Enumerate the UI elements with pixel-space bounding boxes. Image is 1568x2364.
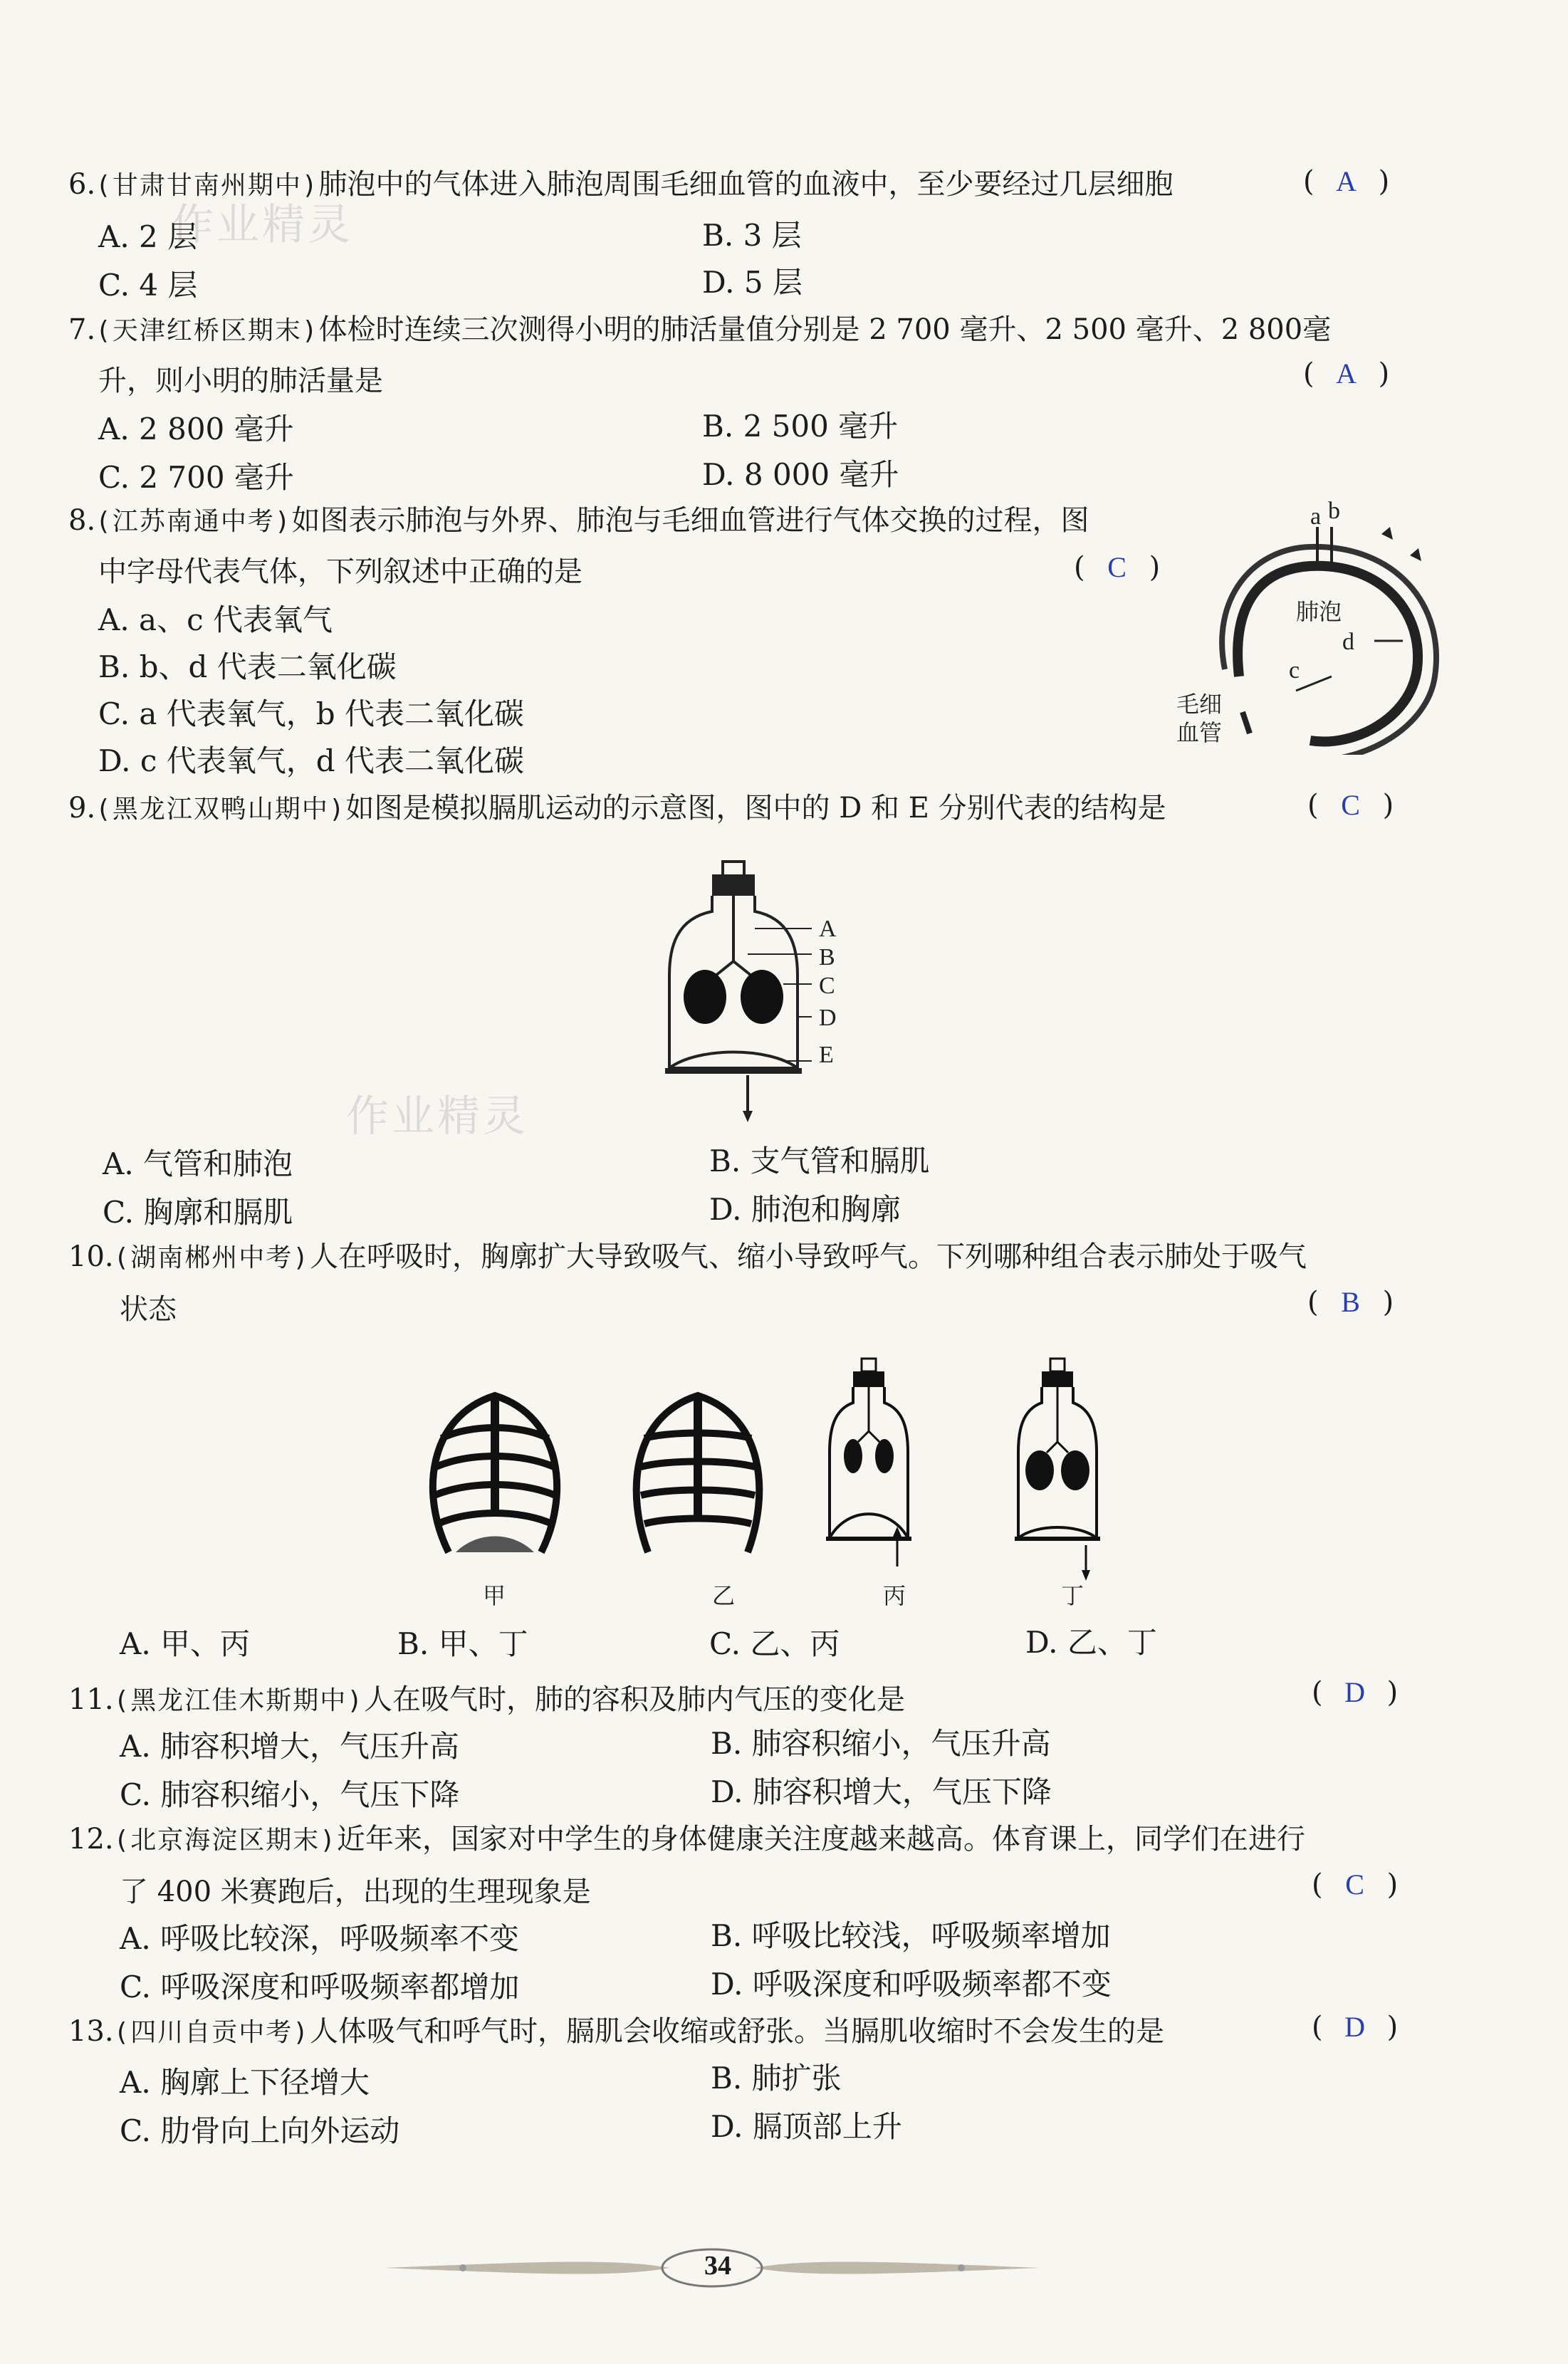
breathing-figure	[406, 1353, 1175, 1623]
q6-option-b: B. 3 层	[702, 218, 802, 253]
q12-option-a: A. 呼吸比较深，呼吸频率不变	[120, 1921, 520, 1956]
q9-option-c: C. 胸廓和膈肌	[103, 1195, 293, 1230]
bronchi	[716, 961, 751, 976]
q11-option-a: A. 肺容积增大，气压升高	[120, 1729, 460, 1764]
diaphragm-membrane	[669, 1052, 798, 1069]
question-6: 6.(甘肃甘南州期中)肺泡中的气体进入肺泡周围毛细血管的血液中，至少要经过几层细胞	[68, 168, 1174, 201]
jar-stopper	[712, 874, 755, 896]
answer-7: ( A )	[1303, 357, 1390, 390]
answer-9: ( C )	[1307, 789, 1394, 822]
q9-option-b: B. 支气管和膈肌	[709, 1144, 930, 1178]
q12-option-d: D. 呼吸深度和呼吸频率都不变	[711, 1967, 1112, 2002]
answer-10: ( B )	[1307, 1286, 1394, 1319]
ribcage-jia	[433, 1396, 557, 1552]
answer-12: ( C )	[1312, 1868, 1399, 1901]
arrow-head-2	[1410, 548, 1421, 561]
question-10-line2: 状态	[120, 1293, 177, 1326]
q6-option-a: A. 2 层	[98, 219, 198, 254]
q8-option-a: A. a、c 代表氧气	[98, 602, 333, 637]
q8-option-d: D. c 代表氧气，d 代表二氧化碳	[98, 743, 524, 778]
q9-option-a: A. 气管和肺泡	[103, 1146, 293, 1181]
q12-option-b: B. 呼吸比较浅，呼吸频率增加	[711, 1918, 1111, 1953]
label-c: c	[1289, 657, 1300, 684]
label-D: D	[819, 1005, 837, 1031]
q7-option-a: A. 2 800 毫升	[98, 412, 294, 446]
q13-option-b: B. 肺扩张	[711, 2061, 842, 2096]
q6-option-c: C. 4 层	[98, 268, 198, 303]
question-8-line2: 中字母代表气体，下列叙述中正确的是	[98, 555, 582, 588]
question-12: 12.(北京海淀区期末)近年来，国家对中学生的身体健康关注度越来越高。体育课上，同学们在进行	[68, 1823, 1305, 1856]
arrow-head-1	[1381, 527, 1393, 540]
label-bing: 丙	[883, 1582, 906, 1609]
bell-jar-bing	[826, 1359, 911, 1567]
q12-option-c: C. 呼吸深度和呼吸频率都增加	[120, 1970, 520, 2004]
answer-11: ( D )	[1312, 1676, 1399, 1709]
question-9: 9.(黑龙江双鸭山期中)如图是模拟膈肌运动的示意图，图中的 D 和 E 分别代表的结构是	[68, 792, 1166, 825]
q9-option-d: D. 肺泡和胸廓	[709, 1192, 901, 1227]
question-13: 13.(四川自贡中考)人体吸气和呼气时，膈肌会收缩或舒张。当膈肌收缩时不会发生的是	[68, 2015, 1164, 2048]
watermark-2: 作业精灵	[346, 1092, 528, 1141]
left-lung	[684, 970, 726, 1024]
q11-option-c: C. 肺容积缩小，气压下降	[120, 1777, 460, 1812]
jar-base	[665, 1068, 802, 1074]
question-11: 11.(黑龙江佳木斯期中)人在吸气时，肺的容积及肺内气压的变化是	[68, 1683, 905, 1716]
question-7: 7.(天津红桥区期末)体检时连续三次测得小明的肺活量值分别是 2 700 毫升、2 500 毫升、2 800毫	[68, 313, 1332, 346]
q7-option-d: D. 8 000 毫升	[702, 457, 899, 492]
label-capillary-2: 血管	[1176, 719, 1223, 746]
question-10: 10.(湖南郴州中考)人在呼吸时，胸廓扩大导致吸气、缩小导致呼气。下列哪种组合表示肺处于吸气	[68, 1240, 1307, 1273]
q13-option-a: A. 胸廓上下径增大	[120, 2065, 370, 2100]
label-C: C	[819, 973, 835, 999]
label-A: A	[819, 916, 837, 942]
q6-option-d: D. 5 层	[702, 265, 803, 300]
alveolus-figure	[1168, 498, 1453, 755]
q7-option-b: B. 2 500 毫升	[702, 409, 899, 444]
label-yi: 乙	[712, 1582, 736, 1609]
q10-option-b: B. 甲、丁	[397, 1626, 528, 1661]
q11-option-b: B. 肺容积缩小，气压升高	[711, 1726, 1051, 1761]
label-b: b	[1328, 498, 1340, 524]
capillary-end	[1243, 712, 1250, 733]
bell-jar-figure	[641, 854, 883, 1139]
label-alveolus: 肺泡	[1296, 598, 1342, 625]
right-lung	[741, 970, 783, 1024]
alveolus-wall	[1238, 566, 1418, 742]
q10-option-c: C. 乙、丙	[709, 1626, 840, 1661]
label-jia: 甲	[483, 1582, 506, 1609]
answer-8: ( C )	[1074, 551, 1161, 584]
page-number: 34	[704, 2251, 731, 2281]
label-B: B	[819, 944, 835, 971]
question-7-line2: 升，则小明的肺活量是	[98, 365, 383, 397]
answer-13: ( D )	[1312, 2011, 1399, 2044]
q8-option-b: B. b、d 代表二氧化碳	[98, 649, 397, 684]
label-a: a	[1310, 503, 1322, 530]
capillary-outer	[1222, 547, 1436, 755]
jar-tube-top	[723, 862, 744, 876]
q13-option-d: D. 膈顶部上升	[711, 2109, 902, 2144]
answer-6: ( A )	[1303, 165, 1390, 198]
arrow-c	[1296, 676, 1332, 691]
q11-option-d: D. 肺容积增大，气压下降	[711, 1774, 1052, 1809]
pull-arrow-head	[743, 1111, 753, 1122]
ribcage-yi	[637, 1396, 760, 1552]
watermark-1: 作业精灵	[171, 200, 353, 250]
question-8: 8.(江苏南通中考)如图表示肺泡与外界、肺泡与毛细血管进行气体交换的过程，图	[68, 504, 1089, 537]
label-ding: 丁	[1061, 1582, 1084, 1609]
label-capillary-1: 毛细	[1176, 691, 1223, 718]
q10-option-d: D. 乙、丁	[1025, 1625, 1157, 1660]
bell-jar-ding	[1015, 1359, 1100, 1581]
q7-option-c: C. 2 700 毫升	[98, 460, 294, 495]
label-d: d	[1342, 629, 1354, 655]
label-E: E	[819, 1042, 834, 1068]
q13-option-c: C. 肋骨向上向外运动	[120, 2113, 400, 2148]
question-12-line2: 了 400 米赛跑后，出现的生理现象是	[120, 1876, 591, 1908]
q8-option-c: C. a 代表氧气，b 代表二氧化碳	[98, 696, 524, 731]
q10-option-a: A. 甲、丙	[120, 1626, 251, 1661]
